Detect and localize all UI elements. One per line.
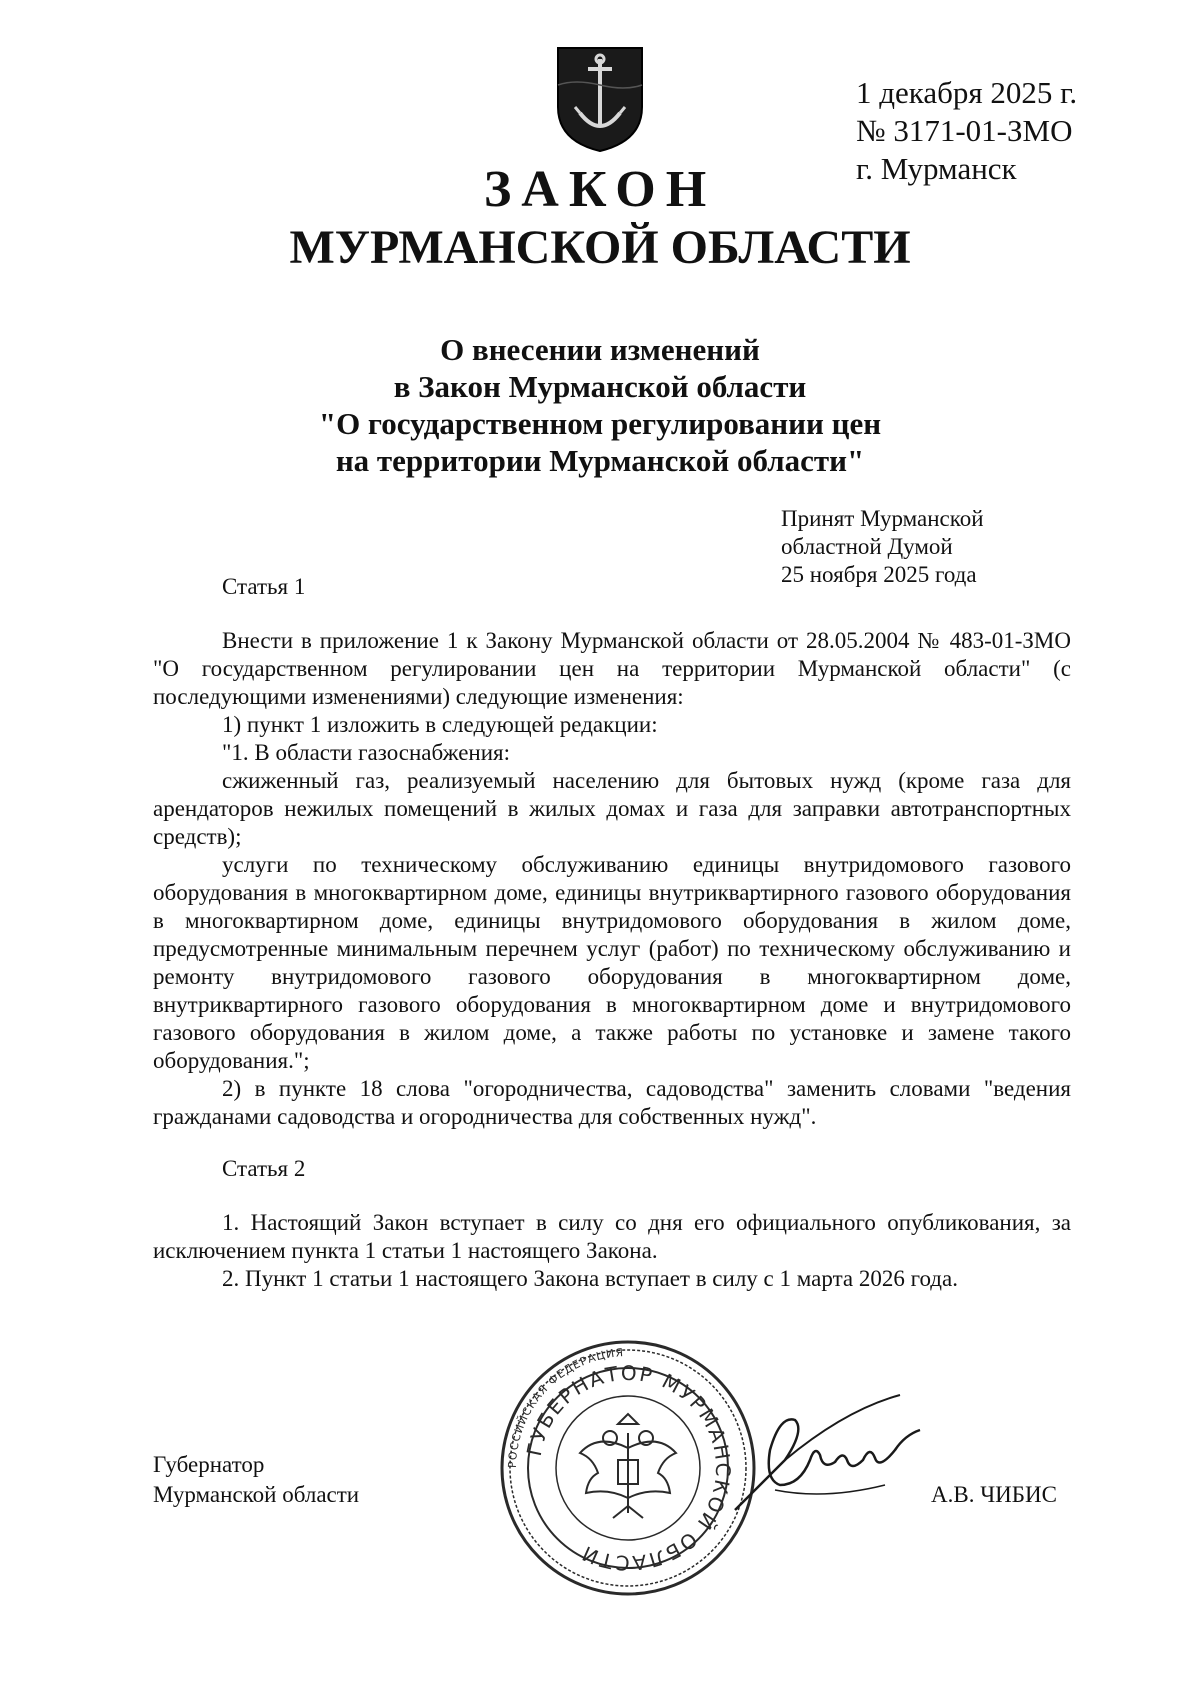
signatory-name: А.В. ЧИБИС — [931, 1482, 1057, 1507]
subject-line: О внесении изменений — [440, 332, 760, 367]
adoption-line: 25 ноября 2025 года — [781, 562, 977, 587]
document-date: 1 декабря 2025 г. — [856, 75, 1078, 110]
adoption-line: областной Думой — [781, 534, 953, 559]
article-paragraph: 2) в пункте 18 слова "огородничества, садоводства" заменить словами "ведения гражданами садоводства и огородничества для собственных нужд". — [153, 1076, 1071, 1129]
signatory-position — [153, 1450, 359, 1510]
subject-line: в Закон Мурманской области — [393, 369, 807, 404]
region-title: МУРМАНСКОЙ ОБЛАСТИ — [289, 221, 911, 274]
article-paragraph: 2. Пункт 1 статьи 1 настоящего Закона вступает в силу с 1 марта 2026 года. — [222, 1266, 958, 1291]
subject-line: на территории Мурманской области" — [335, 443, 865, 478]
law-subject — [0, 331, 1200, 479]
article-paragraph: 1. Настоящий Закон вступает в силу со дня его официального опубликования, за исключением пункта 1 статьи 1 настоящего Закона. — [153, 1210, 1071, 1263]
subject-line: "О государственном регулировании цен — [318, 406, 882, 441]
position-line: Мурманской области — [153, 1482, 360, 1507]
article-1-body — [153, 627, 1071, 1131]
seal-outer-text: РОССИЙСКАЯ ФЕДЕРАЦИЯ — [505, 1346, 625, 1469]
document-number: № 3171-01-ЗМО — [856, 113, 1073, 148]
article-paragraph: 1) пункт 1 изложить в следующей редакции: — [222, 712, 658, 737]
murmansk-coat-of-arms-icon — [555, 45, 645, 153]
article-paragraph: сжиженный газ, реализуемый населению для бытовых нужд (кроме газа для арендаторов нежилых помещений в жилых домах и газа для заправки автотранспортных средств); — [153, 768, 1071, 849]
handwritten-signature-icon — [725, 1390, 925, 1530]
adoption-line: Принят Мурманской — [781, 506, 984, 531]
article-2-body — [153, 1209, 1071, 1293]
seal-inner-text: ГУБЕРНАТОР МУРМАНСКОЙ ОБЛАСТИ — [521, 1360, 736, 1576]
law-title: ЗАКОН — [483, 161, 717, 218]
article-1-heading: Статья 1 — [222, 574, 306, 599]
article-paragraph: Внести в приложение 1 к Закону Мурманской области от 28.05.2004 № 483-01-ЗМО "О государственном регулировании цен на территории Мурманской области" (с последующими изменениями) следующие изменения: — [153, 628, 1071, 709]
governor-seal-icon — [498, 1338, 758, 1598]
adoption-note — [781, 505, 984, 589]
document-city: г. Мурманск — [856, 151, 1017, 186]
article-paragraph: "1. В области газоснабжения: — [222, 740, 511, 765]
article-paragraph: услуги по техническому обслуживанию единицы внутридомового газового оборудования в многоквартирном доме, единицы внутриквартирного газового оборудования в многоквартирном доме, единицы внутридомового оборудования в жилом доме, предусмотренные минимальным перечнем услуг (работ) по техническому обслуживанию и ремонту внутридомового газового оборудования в многоквартирном доме, внутриквартирного газового оборудования в многоквартирном доме и внутридомового газового оборудования в жилом доме, а также работы по установке и замене такого оборудования."; — [153, 852, 1071, 1073]
article-2-heading: Статья 2 — [222, 1156, 306, 1181]
position-line: Губернатор — [153, 1452, 265, 1477]
